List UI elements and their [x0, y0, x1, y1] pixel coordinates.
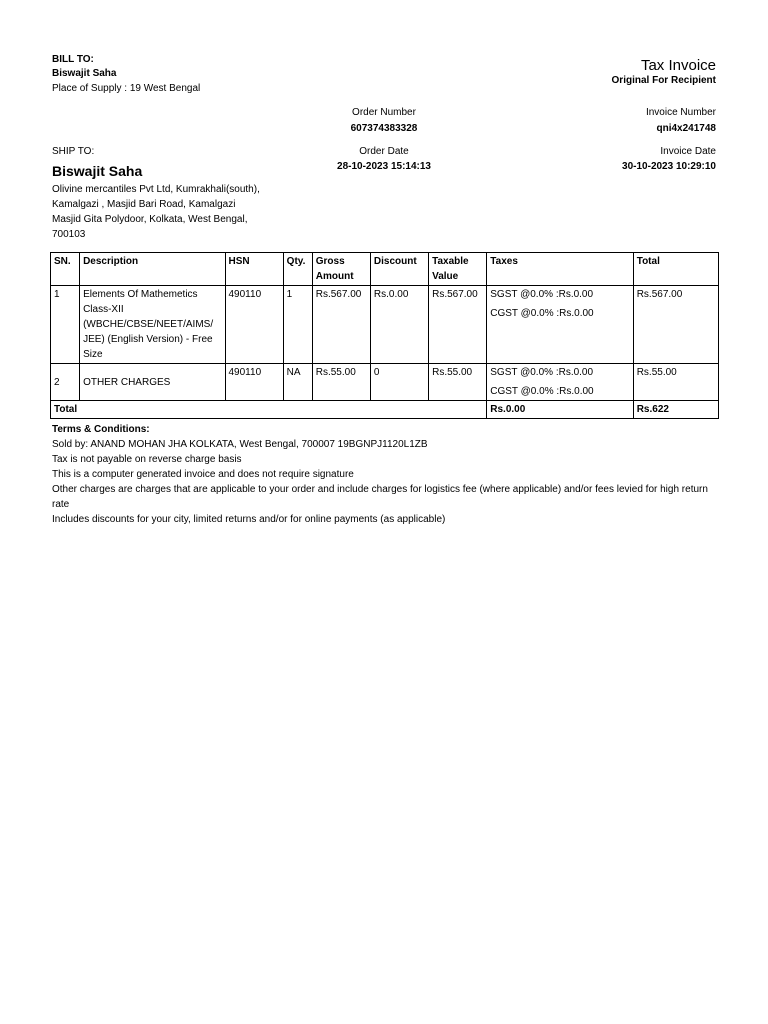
- header-taxes: Taxes: [487, 253, 633, 286]
- cell-sn-text: 2: [54, 376, 60, 388]
- order-number-label: Order Number: [352, 107, 416, 118]
- table-row: [51, 286, 719, 364]
- invoice-date-value: 30-10-2023 10:29:10: [622, 161, 716, 172]
- cell-sn: [51, 364, 80, 401]
- description-line: JEE) (English Version) - Free: [83, 334, 213, 345]
- header-taxable-value: [429, 253, 487, 286]
- terms-line: Includes discounts for your city, limited returns and/or for online payments (as applicable): [52, 514, 446, 525]
- description-line: Class-XII: [83, 304, 124, 315]
- address-line: Masjid Gita Polydoor, Kolkata, West Bengal,: [52, 214, 248, 225]
- sgst-line: SGST @0.0% :Rs.0.00: [490, 367, 594, 378]
- invoice-number-label: Invoice Number: [645, 107, 716, 118]
- header-hsn: HSN: [225, 253, 283, 286]
- taxes-total: Rs.0.00: [487, 401, 633, 419]
- description-line: (WBCHE/CBSE/NEET/AIMS/: [83, 319, 214, 330]
- cell-taxable: Rs.55.00: [429, 364, 487, 401]
- address-line: Kamalgazi , Masjid Bari Road, Kamalgazi: [52, 199, 236, 210]
- ship-to-name: Biswajit Saha: [52, 163, 143, 179]
- cell-qty: NA: [283, 364, 312, 401]
- cell-description: [80, 286, 225, 364]
- place-of-supply: Place of Supply : 19 West Bengal: [52, 83, 201, 94]
- header-description: Description: [80, 253, 225, 286]
- cell-gross: Rs.55.00: [312, 364, 370, 401]
- cell-qty: 1: [283, 286, 312, 364]
- cell-gross: Rs.567.00: [312, 286, 370, 364]
- header-qty: Qty.: [283, 253, 312, 286]
- order-date-label: Order Date: [359, 146, 409, 157]
- terms-line: Other charges are charges that are applicable to your order and include charges for logistics fee (where applicable) and/or fees levied for high return rate: [52, 484, 708, 510]
- terms-line: Tax is not payable on reverse charge basis: [52, 454, 242, 465]
- page-title: Tax Invoice: [640, 57, 716, 74]
- description-line: Elements Of Mathemetics: [83, 289, 198, 300]
- cell-discount: 0: [370, 364, 428, 401]
- cell-description-text: OTHER CHARGES: [83, 376, 171, 388]
- cell-taxes: [487, 364, 633, 401]
- invoice-date-label: Invoice Date: [660, 146, 716, 157]
- table-total-row: [51, 401, 719, 419]
- description-line: Size: [83, 349, 103, 360]
- order-number-value: 607374383328: [350, 123, 418, 134]
- terms-section: [52, 422, 718, 527]
- cell-hsn: 490110: [225, 364, 283, 401]
- invoice-subtitle: Original For Recipient: [611, 75, 716, 86]
- header-taxable-line2: Value: [432, 271, 459, 282]
- cell-discount: Rs.0.00: [370, 286, 428, 364]
- table-row: [51, 364, 719, 401]
- cgst-line: CGST @0.0% :Rs.0.00: [490, 308, 594, 319]
- table-header-row: [51, 253, 719, 286]
- sgst-line: SGST @0.0% :Rs.0.00: [490, 289, 594, 300]
- terms-line: This is a computer generated invoice and does not require signature: [52, 469, 354, 480]
- invoice-number-value: qni4x241748: [656, 123, 716, 134]
- header-sn: SN.: [51, 253, 80, 286]
- cell-hsn: 490110: [225, 286, 283, 364]
- header-gross-line2: Amount: [315, 271, 354, 282]
- total-label: Total: [51, 401, 487, 419]
- order-date-value: 28-10-2023 15:14:13: [337, 161, 431, 172]
- cell-taxes: [487, 286, 633, 364]
- ship-to-label: SHIP TO:: [52, 146, 95, 157]
- terms-heading: Terms & Conditions:: [52, 424, 150, 435]
- header-taxable-line1: Taxable: [432, 256, 469, 267]
- cell-sn: 1: [51, 286, 80, 364]
- bill-to-label: BILL TO:: [52, 54, 94, 65]
- items-table: [50, 252, 719, 419]
- address-line: Olivine mercantiles Pvt Ltd, Kumrakhali(south),: [52, 184, 260, 195]
- cell-total: Rs.567.00: [633, 286, 718, 364]
- ship-to-address: [52, 182, 292, 242]
- cell-description: [80, 364, 225, 401]
- cell-total: Rs.55.00: [633, 364, 718, 401]
- cell-taxable: Rs.567.00: [429, 286, 487, 364]
- terms-line: Sold by: ANAND MOHAN JHA KOLKATA, West Bengal, 700007 19BGNPJ1120L1ZB: [52, 439, 428, 450]
- header-total: Total: [633, 253, 718, 286]
- cgst-line: CGST @0.0% :Rs.0.00: [490, 386, 594, 397]
- bill-to-name: Biswajit Saha: [52, 68, 117, 79]
- grand-total: Rs.622: [633, 401, 718, 419]
- header-gross-amount: [312, 253, 370, 286]
- header-gross-line1: Gross: [315, 256, 345, 267]
- header-discount: Discount: [370, 253, 428, 286]
- address-line: 700103: [52, 229, 86, 240]
